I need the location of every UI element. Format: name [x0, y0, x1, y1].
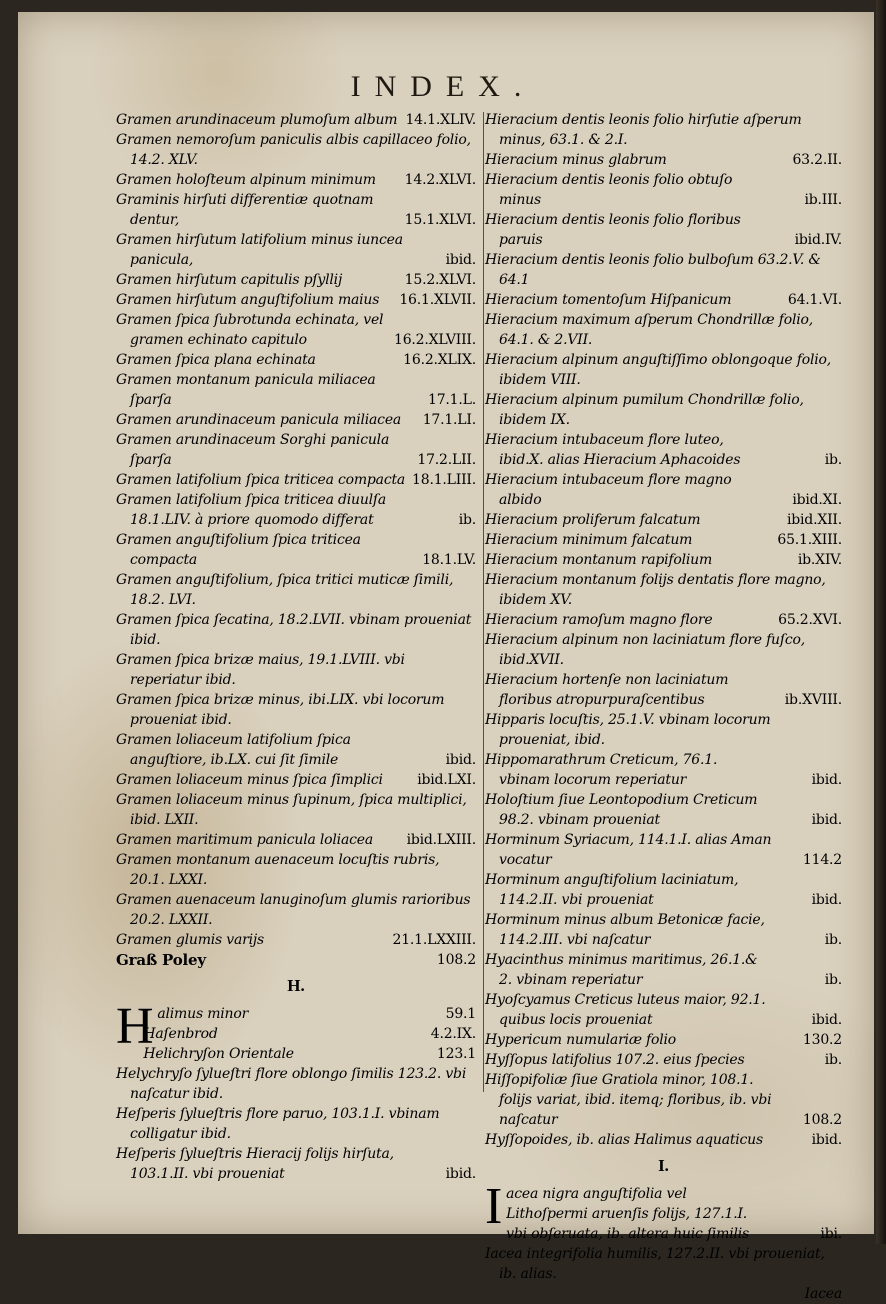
index-entry — [485, 670, 842, 710]
entry-text: alimus minor — [157, 1006, 249, 1022]
entry-text: Hipparis locuſtis, 25.1.V. vbinam locorum proueniat, ibid. — [485, 712, 771, 748]
index-entry — [485, 750, 842, 790]
entry-text: Hiſſopifoliæ ſiue Gratiola minor, 108.1. folijs variat, ibid. itemq; floribus, ib. vbi naſcatur — [485, 1072, 772, 1128]
index-entry — [116, 950, 476, 970]
entry-reference: 17.1.LI. — [422, 412, 476, 428]
entry-reference: 15.1.XLVI. — [404, 212, 476, 228]
entry-text: Gramen ſpica brizæ maius, 19.1.LVIII. vbi reperiatur ibid. — [116, 652, 405, 688]
section-heading-h: H. — [287, 976, 305, 995]
entry-text: Horminum minus album Betonicæ facie, 114.2.III. vbi naſcatur — [485, 912, 765, 948]
entry-reference: 123.1 — [436, 1046, 476, 1062]
entry-text: Gramen hirſutum anguſtifolium maius — [116, 292, 380, 308]
index-entry — [485, 830, 842, 870]
entry-text: Gramen arundinaceum plumoſum album — [116, 112, 398, 128]
entry-text: Gramen arundinaceum panicula miliacea — [116, 412, 402, 428]
index-entry — [485, 990, 842, 1030]
index-entry — [485, 1178, 842, 1244]
index-entry — [485, 1130, 842, 1150]
entry-reference: 130.2 — [802, 1032, 842, 1048]
index-entry — [485, 170, 842, 210]
index-entry — [116, 470, 476, 490]
drop-capital: I — [485, 1178, 503, 1235]
entry-text: Gramen auenaceum lanuginoſum glumis rarioribus 20.2. LXXII. — [116, 892, 471, 928]
index-entry — [485, 1050, 842, 1070]
index-entry — [116, 850, 476, 890]
entry-text: Hieracium montanum rapifolium — [485, 552, 713, 568]
entry-reference: 16.2.XLIX. — [403, 352, 476, 368]
entry-text: Hieracium minimum falcatum — [485, 532, 693, 548]
entry-text: Gramen ſpica brizæ minus, ibi.LIX. vbi locorum proueniat ibid. — [116, 692, 445, 728]
entry-reference: ibid. — [811, 812, 842, 828]
entry-text: Hieracium alpinum pumilum Chondrillæ folio, ibidem IX. — [485, 392, 804, 428]
i-entries — [485, 1178, 842, 1284]
drop-capital: H — [116, 998, 154, 1055]
entry-reference: ibi. — [820, 1226, 842, 1242]
entry-reference: ib. — [824, 452, 842, 468]
entry-reference: ib. — [824, 932, 842, 948]
index-entry — [116, 410, 476, 430]
entry-text: Hieracium minus glabrum — [485, 152, 667, 168]
entry-reference: 14.1.XLIV. — [405, 112, 476, 128]
index-entry — [485, 390, 842, 430]
index-entry — [116, 570, 476, 610]
entry-text: Hieracium tomentoſum Hiſpanicum — [485, 292, 732, 308]
entry-text: Heſperis ſylueſtris flore paruo, 103.1.I. vbinam colligatur ibid. — [116, 1106, 440, 1142]
entry-reference: ibid. — [811, 1012, 842, 1028]
entry-reference: ibid. — [811, 772, 842, 788]
entry-text: Gramen loliaceum minus ſupinum, ſpica multiplici, ibid. LXII. — [116, 792, 467, 828]
entry-reference: ibid. — [811, 1132, 842, 1148]
entry-text: Hypericum numulariæ folio — [485, 1032, 677, 1048]
entry-reference: ibid. — [445, 752, 476, 768]
entry-text: Hieracium intubaceum flore luteo, ibid.X. alias Hieracium Aphacoides — [485, 432, 741, 468]
entry-reference: ib.XIV. — [797, 552, 842, 568]
index-entry — [485, 910, 842, 950]
entry-reference: 108.2 — [802, 1112, 842, 1128]
entry-reference: ibid.XI. — [792, 492, 842, 508]
entry-text: Hieracium dentis leonis folio floribus paruis — [485, 212, 741, 248]
index-entry — [116, 230, 476, 270]
index-entry — [116, 730, 476, 770]
index-entry — [485, 950, 842, 990]
index-entry — [116, 270, 476, 290]
entry-text: Gramen latifolium ſpica triticea diuulſa 18.1.LIV. à priore quomodo differat — [116, 492, 387, 528]
hieracium-entries — [485, 110, 842, 1150]
page-edge — [876, 0, 886, 1244]
index-entry — [116, 110, 476, 130]
index-entry — [116, 1104, 476, 1144]
entry-text: Hieracium dentis leonis folio obtuſo minus — [485, 172, 733, 208]
index-entry — [116, 690, 476, 730]
index-entry — [116, 1044, 476, 1064]
entry-text: Hyſſopoides, ib. alias Halimus aquaticus — [485, 1132, 763, 1148]
entry-reference: ibid. — [445, 252, 476, 268]
index-entry — [485, 550, 842, 570]
entry-reference: 14.2.XLVI. — [404, 172, 476, 188]
index-entry — [116, 130, 476, 170]
entry-reference: 15.2.XLVI. — [404, 272, 476, 288]
entry-text: Hieracium alpinum anguſtiſſimo oblongoque folio, ibidem VIII. — [485, 352, 831, 388]
index-entry — [485, 510, 842, 530]
entry-reference: 17.2.LII. — [417, 452, 476, 468]
entry-text: Gramen anguſtifolium, ſpica tritici muticæ ſimili, 18.2. LVI. — [116, 572, 454, 608]
entry-reference: ib.III. — [804, 192, 842, 208]
index-entry — [485, 1244, 842, 1284]
index-entry — [485, 630, 842, 670]
index-entry — [485, 530, 842, 550]
entry-reference: ibid. — [445, 1166, 476, 1182]
entry-text: Holoſtium ſiue Leontopodium Creticum 98.2. vbinam proueniat — [485, 792, 758, 828]
index-entry — [485, 570, 842, 610]
entry-text: Hippomarathrum Creticum, 76.1. vbinam locorum reperiatur — [485, 752, 718, 788]
entry-text: Hieracium dentis leonis folio bulboſum 63.2.V. & 64.1 — [485, 252, 821, 288]
index-entry — [116, 930, 476, 950]
index-entry — [116, 650, 476, 690]
entry-text: Gramen nemoroſum paniculis albis capillaceo folio, 14.2. XLV. — [116, 132, 471, 168]
entry-reference: 65.1.XIII. — [777, 532, 842, 548]
entry-text: Gramen latifolium ſpica triticea compacta — [116, 472, 406, 488]
index-entry — [485, 470, 842, 510]
index-entry — [116, 1024, 476, 1044]
index-entry — [485, 870, 842, 910]
entry-text: Gramen hirſutum capitulis pſyllij — [116, 272, 343, 288]
index-entry — [485, 110, 842, 150]
gramen-entries — [116, 110, 476, 970]
entry-reference: 108.2 — [436, 952, 476, 968]
index-entry — [116, 490, 476, 530]
entry-reference: ibid.XII. — [786, 512, 842, 528]
entry-text: Gramen anguſtifolium ſpica triticea compacta — [116, 532, 361, 568]
entry-text: Gramen hirſutum latifolium minus iuncea panicula, — [116, 232, 403, 268]
index-entry — [485, 790, 842, 830]
entry-text: Gramen loliaceum latifolium ſpica anguſtiore, ib.LX. cui ſit ſimile — [116, 732, 351, 768]
index-entry — [116, 1064, 476, 1104]
index-entry — [485, 350, 842, 390]
index-entry — [116, 1144, 476, 1184]
entry-reference: ib. — [824, 1052, 842, 1068]
entry-reference: 16.1.XLVII. — [399, 292, 476, 308]
entry-text: acea nigra anguſtifolia vel Lithoſpermi aruenſis folijs, 127.1.I. vbi obſeruata, ib. altera huic ſimilis — [506, 1186, 750, 1242]
entry-text: Hyacinthus minimus maritimus, 26.1.& 2. vbinam reperiatur — [485, 952, 758, 988]
entry-text: Helychryſo ſylueſtri flore oblongo ſimilis 123.2. vbi naſcatur ibid. — [116, 1066, 467, 1102]
index-entry — [116, 790, 476, 830]
index-entry — [116, 290, 476, 310]
index-entry — [116, 170, 476, 190]
entry-reference: ibid.IV. — [794, 232, 842, 248]
entry-text: Gramen holoſteum alpinum minimum — [116, 172, 376, 188]
entry-text: Iacea integrifolia humilis, 127.2.II. vbi proueniat, ib. alias. — [485, 1246, 825, 1282]
entry-text: Gramen ſpica ſubrotunda echinata, vel gramen echinato capitulo — [116, 312, 384, 348]
index-entry — [116, 530, 476, 570]
entry-text: Hyoſcyamus Creticus luteus maior, 92.1. quibus locis proueniat — [485, 992, 766, 1028]
index-entry — [116, 610, 476, 650]
entry-reference: 21.1.LXXIII. — [392, 932, 476, 948]
index-entry — [116, 890, 476, 930]
index-entry — [485, 290, 842, 310]
entry-reference: 4.2.IX. — [430, 1026, 476, 1042]
index-entry — [116, 190, 476, 230]
index-entry — [485, 250, 842, 290]
catchword: Iacea — [804, 1286, 842, 1302]
entry-text: Haſenbrod — [143, 1026, 218, 1042]
index-entry — [485, 210, 842, 250]
index-entry — [485, 150, 842, 170]
entry-reference: ib. — [824, 972, 842, 988]
entry-text: Hyſſopus latifolius 107.2. eius ſpecies — [485, 1052, 745, 1068]
entry-reference: 64.1.VI. — [787, 292, 842, 308]
entry-text: Hieracium alpinum non laciniatum flore fuſco, ibid.XVII. — [485, 632, 805, 668]
entry-text: Hieracium intubaceum flore magno albido — [485, 472, 732, 508]
entry-reference: ibid. — [811, 892, 842, 908]
index-entry — [116, 430, 476, 470]
entry-text: Helichryſon Orientale — [143, 1046, 294, 1062]
entry-text: Gramen ſpica ſecatina, 18.2.LVII. vbinam proueniat ibid. — [116, 612, 472, 648]
left-column — [116, 110, 476, 1184]
h-entries — [116, 998, 476, 1184]
entry-reference: ibid.LXIII. — [406, 832, 476, 848]
index-entry — [116, 830, 476, 850]
index-entry — [116, 350, 476, 370]
entry-reference: 16.2.XLVIII. — [394, 332, 476, 348]
entry-text: Gramen loliaceum minus ſpica ſimplici — [116, 772, 383, 788]
entry-text: Hieracium ramoſum magno flore — [485, 612, 713, 628]
entry-text: Gramen montanum panicula miliacea ſparſa — [116, 372, 376, 408]
entry-text: Horminum anguſtifolium laciniatum, 114.2.II. vbi proueniat — [485, 872, 739, 908]
index-entry — [116, 310, 476, 350]
entry-text: Hieracium dentis leonis folio hirſutie aſperum minus, 63.1. & 2.I. — [485, 112, 802, 148]
index-entry — [116, 370, 476, 410]
right-column — [485, 110, 842, 1304]
entry-reference: ib.XVIII. — [784, 692, 842, 708]
index-entry — [485, 1070, 842, 1130]
entry-text: Gramen ſpica plana echinata — [116, 352, 316, 368]
column-divider — [483, 112, 484, 1092]
page-title: INDEX. — [350, 70, 536, 103]
entry-reference: 114.2 — [802, 852, 842, 868]
entry-reference: ibid.LXI. — [417, 772, 476, 788]
entry-text: Horminum Syriacum, 114.1.I. alias Aman vocatur — [485, 832, 772, 868]
index-entry — [116, 770, 476, 790]
entry-reference: 17.1.L. — [428, 392, 476, 408]
entry-text: Graß Poley — [116, 951, 206, 969]
entry-text: Hieracium montanum folijs dentatis flore magno, ibidem XV. — [485, 572, 826, 608]
entry-reference: 65.2.XVI. — [778, 612, 842, 628]
entry-text: Gramen maritimum panicula loliacea — [116, 832, 373, 848]
entry-text: Heſperis ſylueſtris Hieracij folijs hirſuta, 103.1.II. vbi proueniat — [116, 1146, 394, 1182]
index-entry — [485, 610, 842, 630]
index-entry — [485, 310, 842, 350]
entry-text: Hieracium maximum aſperum Chondrillæ folio, 64.1. & 2.VII. — [485, 312, 814, 348]
entry-text: Hieracium proliferum falcatum — [485, 512, 701, 528]
entry-reference: 18.1.LV. — [422, 552, 476, 568]
entry-text: Gramen montanum auenaceum locuſtis rubris, 20.1. LXXI. — [116, 852, 440, 888]
entry-reference: 18.1.LIII. — [412, 472, 476, 488]
entry-text: Gramen arundinaceum Sorghi panicula ſparſa — [116, 432, 390, 468]
index-entry — [485, 710, 842, 750]
entry-reference: 59.1 — [445, 1006, 476, 1022]
entry-text: Graminis hirſuti differentiæ quotnam dentur, — [116, 192, 374, 228]
entry-reference: ib. — [458, 512, 476, 528]
entry-reference: 63.2.II. — [792, 152, 842, 168]
section-heading-i: I. — [658, 1156, 669, 1175]
entry-text: Hieracium hortenſe non laciniatum floribus atropurpuraſcentibus — [485, 672, 729, 708]
index-entry — [485, 430, 842, 470]
index-entry — [485, 1030, 842, 1050]
entry-text: Gramen glumis varijs — [116, 932, 265, 948]
